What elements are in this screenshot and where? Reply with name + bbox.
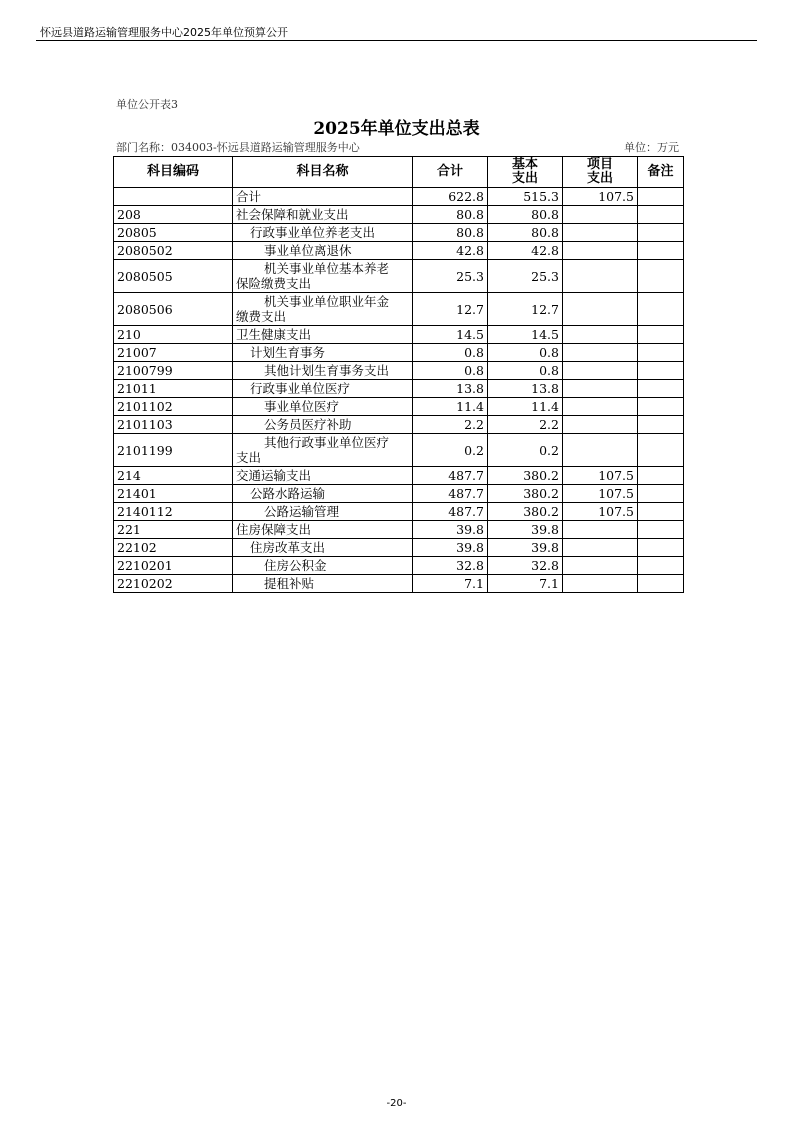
cell-project [563,293,638,326]
cell-total: 80.8 [413,224,488,242]
cell-project [563,398,638,416]
cell-total: 80.8 [413,206,488,224]
cell-name [233,206,413,224]
cell-name [233,434,413,467]
cell-code: 21011 [114,380,233,398]
cell-total: 25.3 [413,260,488,293]
cell-code: 21401 [114,485,233,503]
cell-note [638,380,684,398]
cell-basic: 39.8 [488,539,563,557]
table-row [114,380,684,398]
unit-label: 单位：万元 [624,141,679,154]
cell-total: 32.8 [413,557,488,575]
table-header-row [114,157,684,188]
cell-note [638,539,684,557]
cell-total: 487.7 [413,485,488,503]
cell-name [233,293,413,326]
table-row [114,188,684,206]
cell-code: 221 [114,521,233,539]
header-divider [36,40,757,41]
table-row [114,344,684,362]
table-body [114,188,684,593]
cell-total: 42.8 [413,242,488,260]
cell-name-line1: 事业单位医疗 [264,399,340,414]
cell-project: 107.5 [563,485,638,503]
cell-code: 214 [114,467,233,485]
table-row [114,416,684,434]
cell-note [638,293,684,326]
cell-name-line2: 缴费支出 [236,309,287,324]
cell-basic: 7.1 [488,575,563,593]
cell-note [638,467,684,485]
column-header-project-line2: 支出 [586,171,613,186]
page-number: -20- [386,1098,407,1109]
cell-project [563,557,638,575]
cell-total: 11.4 [413,398,488,416]
cell-code: 210 [114,326,233,344]
cell-basic: 13.8 [488,380,563,398]
cell-name [233,575,413,593]
column-header-basic-line2: 支出 [511,171,538,186]
cell-note [638,206,684,224]
column-header-note: 备注 [638,157,684,188]
cell-basic: 0.8 [488,344,563,362]
cell-basic: 2.2 [488,416,563,434]
cell-note [638,398,684,416]
cell-note [638,260,684,293]
cell-total: 0.2 [413,434,488,467]
cell-code: 2080502 [114,242,233,260]
cell-total: 0.8 [413,362,488,380]
cell-project [563,434,638,467]
cell-code: 2101103 [114,416,233,434]
cell-name [233,260,413,293]
table-row [114,293,684,326]
cell-project [563,242,638,260]
cell-total: 0.8 [413,344,488,362]
cell-total: 13.8 [413,380,488,398]
cell-name-line1: 事业单位离退休 [264,243,352,258]
document-title: 2025年单位支出总表 [313,119,480,139]
table-row [114,326,684,344]
cell-note [638,434,684,467]
cell-code: 22102 [114,539,233,557]
cell-project: 107.5 [563,467,638,485]
cell-project [563,416,638,434]
cell-code: 21007 [114,344,233,362]
cell-name-line1: 合计 [236,189,262,204]
cell-name-line1: 公路运输管理 [264,504,340,519]
cell-name [233,326,413,344]
table-row [114,575,684,593]
cell-project [563,260,638,293]
cell-name-line1: 住房公积金 [264,558,327,573]
cell-note [638,362,684,380]
table-row [114,557,684,575]
cell-name [233,485,413,503]
cell-name-line1: 社会保障和就业支出 [236,207,349,222]
cell-note [638,557,684,575]
cell-basic: 25.3 [488,260,563,293]
cell-name-line1: 住房保障支出 [236,522,312,537]
cell-total: 622.8 [413,188,488,206]
column-header-project-line1: 项目 [586,157,613,172]
cell-basic: 11.4 [488,398,563,416]
table-row [114,434,684,467]
cell-code: 2101102 [114,398,233,416]
cell-basic: 80.8 [488,206,563,224]
cell-note [638,188,684,206]
table-row [114,362,684,380]
cell-name [233,398,413,416]
cell-project [563,539,638,557]
cell-note [638,503,684,521]
cell-name [233,224,413,242]
cell-project [563,326,638,344]
table-row [114,467,684,485]
cell-name-line1: 卫生健康支出 [236,327,312,342]
cell-basic: 14.5 [488,326,563,344]
cell-basic: 380.2 [488,485,563,503]
cell-name [233,557,413,575]
cell-project [563,224,638,242]
column-header-basic-line1: 基本 [511,157,538,172]
table-row [114,539,684,557]
table-label: 单位公开表3 [116,98,178,111]
department-name: 部门名称：034003-怀远县道路运输管理服务中心 [116,141,360,154]
cell-total: 39.8 [413,521,488,539]
column-header-total: 合计 [413,157,488,188]
cell-name-line1: 公路水路运输 [250,486,326,501]
cell-project [563,362,638,380]
cell-name-line1: 交通运输支出 [236,468,312,483]
cell-code: 2101199 [114,434,233,467]
cell-name-line2: 支出 [236,450,262,465]
cell-name [233,539,413,557]
cell-code: 2100799 [114,362,233,380]
cell-total: 7.1 [413,575,488,593]
cell-name [233,242,413,260]
cell-name-line1: 机关事业单位职业年金 [264,294,390,309]
cell-code: 20805 [114,224,233,242]
cell-name [233,362,413,380]
table-row [114,503,684,521]
cell-total: 12.7 [413,293,488,326]
cell-basic: 380.2 [488,467,563,485]
cell-name-line2: 保险缴费支出 [236,276,312,291]
cell-code: 208 [114,206,233,224]
page-header-title: 怀远县道路运输管理服务中心2025年单位预算公开 [40,26,288,39]
cell-name-line1: 住房改革支出 [250,540,326,555]
column-header-project [563,157,638,188]
cell-basic: 0.2 [488,434,563,467]
cell-project [563,380,638,398]
cell-project [563,344,638,362]
cell-note [638,344,684,362]
cell-basic: 39.8 [488,521,563,539]
cell-name [233,380,413,398]
cell-total: 487.7 [413,467,488,485]
cell-total: 14.5 [413,326,488,344]
cell-basic: 42.8 [488,242,563,260]
cell-note [638,575,684,593]
cell-total: 39.8 [413,539,488,557]
cell-name-line1: 行政事业单位医疗 [250,381,351,396]
column-header-name: 科目名称 [233,157,413,188]
cell-basic: 0.8 [488,362,563,380]
cell-name [233,188,413,206]
cell-name [233,416,413,434]
cell-note [638,326,684,344]
table-row [114,206,684,224]
cell-project [563,206,638,224]
cell-name-line1: 计划生育事务 [250,345,326,360]
cell-name-line1: 公务员医疗补助 [264,417,352,432]
cell-code [114,188,233,206]
cell-code: 2080506 [114,293,233,326]
cell-basic: 515.3 [488,188,563,206]
table-row [114,485,684,503]
cell-name-line1: 机关事业单位基本养老 [264,261,390,276]
cell-project [563,575,638,593]
cell-name-line1: 其他行政事业单位医疗 [264,435,390,450]
cell-name-line1: 其他计划生育事务支出 [264,363,390,378]
cell-note [638,485,684,503]
cell-project: 107.5 [563,503,638,521]
cell-basic: 380.2 [488,503,563,521]
column-header-basic [488,157,563,188]
table-row [114,242,684,260]
cell-note [638,416,684,434]
cell-code: 2210202 [114,575,233,593]
cell-note [638,242,684,260]
column-header-code: 科目编码 [114,157,233,188]
cell-name-line1: 行政事业单位养老支出 [250,225,376,240]
expenditure-table [113,156,684,593]
cell-total: 2.2 [413,416,488,434]
cell-project: 107.5 [563,188,638,206]
cell-basic: 80.8 [488,224,563,242]
cell-basic: 12.7 [488,293,563,326]
cell-name [233,467,413,485]
cell-name [233,344,413,362]
cell-name [233,521,413,539]
cell-code: 2080505 [114,260,233,293]
cell-name [233,503,413,521]
table-row [114,398,684,416]
cell-basic: 32.8 [488,557,563,575]
table-row [114,224,684,242]
cell-project [563,521,638,539]
table-row [114,521,684,539]
cell-code: 2140112 [114,503,233,521]
cell-code: 2210201 [114,557,233,575]
cell-note [638,224,684,242]
table-row [114,260,684,293]
cell-total: 487.7 [413,503,488,521]
cell-name-line1: 提租补贴 [264,576,315,591]
cell-note [638,521,684,539]
